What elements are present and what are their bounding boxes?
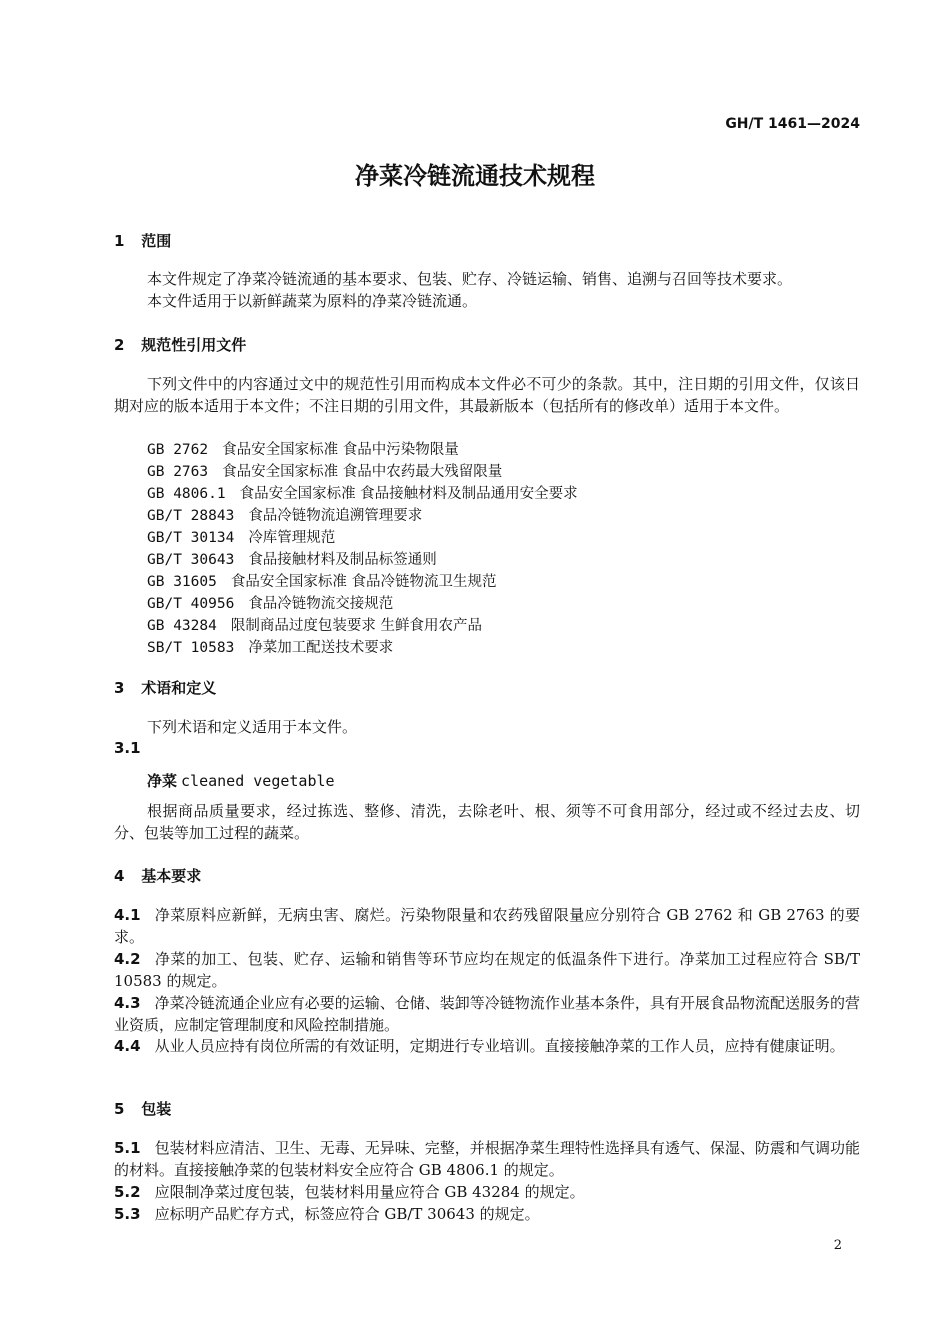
clause-text: 应标明产品贮存方式，标签应符合 GB/T 30643 的规定。 [154,1205,540,1223]
reference-name: 食品冷链物流交接规范 [248,596,394,612]
term-entry [147,770,335,791]
section-number: 1 [114,232,125,250]
clause-text: 包装材料应清洁、卫生、无毒、无异味、完整，并根据净菜生理特性选择具有透气、保湿、防震和气调功能的材料。直接接触净菜的包装材料安全应符合 GB 4806.1 的规定。 [114,1139,860,1179]
reference-line [147,593,393,615]
reference-line [147,461,502,483]
reference-code: GB 43284 [147,618,217,634]
clause-text: 净菜原料应新鲜，无病虫害、腐烂。污染物限量和农药残留限量应分别符合 GB 2762 和 GB 2763 的要求。 [114,906,860,946]
page-number: 2 [833,1238,842,1253]
reference-name: 食品冷链物流追溯管理要求 [248,508,423,524]
reference-name: 限制商品过度包装要求 生鲜食用农产品 [230,618,482,634]
reference-line [147,637,393,659]
reference-line [147,615,482,637]
section-number: 5 [114,1100,125,1118]
reference-line [147,483,578,505]
section-title: 范围 [141,232,172,250]
term-english: cleaned vegetable [181,772,335,790]
reference-code: GB 4806.1 [147,486,226,502]
reference-code: GB/T 30643 [147,552,235,568]
reference-name: 冷库管理规范 [248,530,336,546]
clause-text: 应限制净菜过度包装，包装材料用量应符合 GB 43284 的规定。 [154,1183,585,1201]
clause-number: 4.2 [114,950,141,968]
reference-line [147,505,422,527]
term-chinese: 净菜 [147,772,178,790]
section-number: 3 [114,679,125,697]
clause-number: 4.4 [114,1037,141,1055]
reference-line [147,439,459,461]
reference-code: GB 31605 [147,574,217,590]
reference-name: 食品接触材料及制品标签通则 [248,552,437,568]
section-1-paragraph-2: 本文件适用于以新鲜蔬菜为原料的净菜冷链流通。 [147,292,478,310]
reference-line [147,571,496,593]
reference-line [147,549,437,571]
document-title: 净菜冷链流通技术规程 [355,162,595,190]
section-2-intro: 下列文件中的内容通过文中的规范性引用而构成本文件必不可少的条款。其中，注日期的引用文件，仅该日期对应的版本适用于本文件；不注日期的引用文件，其最新版本（包括所有的修改单）适用于本文件。 [114,375,860,415]
section-1-paragraph-1: 本文件规定了净菜冷链流通的基本要求、包装、贮存、冷链运输、销售、追溯与召回等技术要求。 [147,270,793,288]
reference-name: 食品安全国家标准 食品中污染物限量 [222,442,459,458]
clause-4-2 [114,948,860,992]
reference-code: GB/T 28843 [147,508,235,524]
clause-number: 4.3 [114,994,141,1012]
clause-number: 5.1 [114,1139,141,1157]
section-number: 2 [114,336,125,354]
reference-code: GB/T 30134 [147,530,235,546]
term-definition: 根据商品质量要求，经过拣选、整修、清洗，去除老叶、根、须等不可食用部分，经过或不经过去皮、切分、包装等加工过程的蔬菜。 [114,802,860,842]
reference-name: 食品安全国家标准 食品冷链物流卫生规范 [230,574,497,590]
clause-5-1 [114,1137,860,1181]
clause-text: 净菜的加工、包装、贮存、运输和销售等环节应均在规定的低温条件下进行。净菜加工过程应符合 SB/T 10583 的规定。 [114,950,860,990]
section-title: 基本要求 [141,867,202,885]
clause-number: 5.2 [114,1183,141,1201]
section-3-intro: 下列术语和定义适用于本文件。 [147,718,358,736]
reference-name: 净菜加工配送技术要求 [248,640,394,656]
section-5-heading [114,1098,171,1119]
clause-text: 从业人员应持有岗位所需的有效证明，定期进行专业培训。直接接触净菜的工作人员，应持有健康证明。 [154,1037,845,1055]
clause-4-4 [114,1035,860,1057]
section-4-heading [114,865,201,886]
clause-5-3 [114,1203,860,1225]
clause-5-2 [114,1181,860,1203]
reference-code: SB/T 10583 [147,640,235,656]
section-1-heading [114,230,171,251]
section-3-heading [114,677,216,698]
section-number: 4 [114,867,125,885]
reference-code: GB 2763 [147,464,209,480]
reference-code: GB 2762 [147,442,209,458]
section-title: 术语和定义 [141,679,217,697]
document-id: GH/T 1461—2024 [725,116,860,132]
section-title: 规范性引用文件 [141,336,247,354]
clause-4-1 [114,904,860,948]
section-title: 包装 [141,1100,172,1118]
clause-number: 5.3 [114,1205,141,1223]
clause-number: 4.1 [114,906,141,924]
term-number: 3.1 [114,739,141,757]
section-2-heading [114,334,246,355]
reference-name: 食品安全国家标准 食品中农药最大残留限量 [222,464,503,480]
reference-name: 食品安全国家标准 食品接触材料及制品通用安全要求 [239,486,578,502]
reference-code: GB/T 40956 [147,596,235,612]
clause-text: 净菜冷链流通企业应有必要的运输、仓储、装卸等冷链物流作业基本条件，具有开展食品物流配送服务的营业资质，应制定管理制度和风险控制措施。 [114,994,860,1034]
clause-4-3 [114,992,860,1036]
reference-line [147,527,335,549]
